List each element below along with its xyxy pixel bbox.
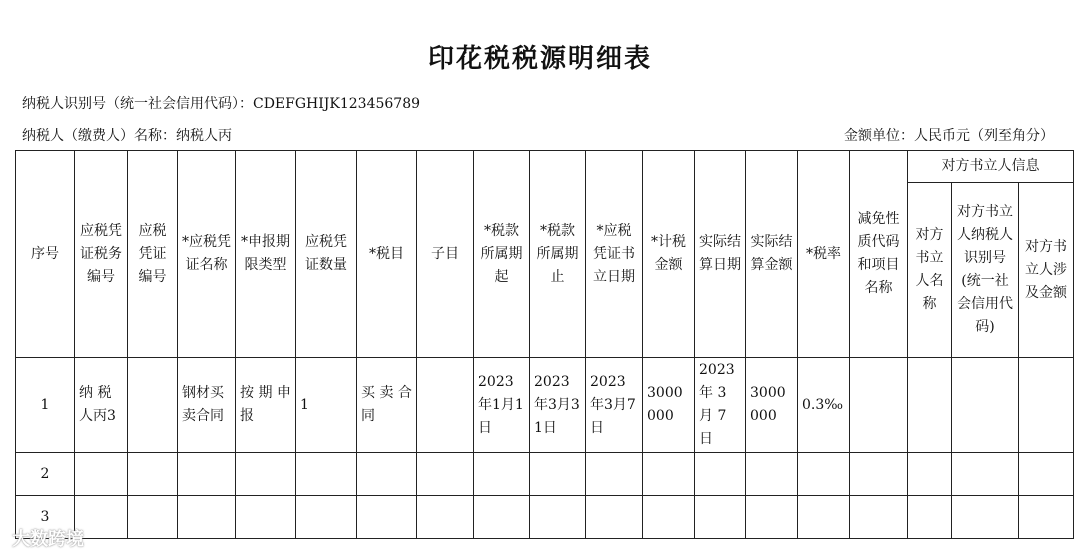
header-cp-id: 对方书立人纳税人识别号(统一社会信用代码) (952, 183, 1019, 358)
header-sub-item: 子目 (417, 151, 474, 358)
tax-source-detail-table (15, 150, 1074, 539)
cell-taxable-amount: 3000000 (643, 358, 695, 453)
amount-unit-line: 金额单位：人民币元（列至角分） (844, 128, 1054, 144)
cell-period-start: 2023年1月1日 (474, 358, 530, 453)
cell-period-end: 2023年3月31日 (530, 358, 586, 453)
header-taxable-amount: *计税金额 (643, 151, 695, 358)
taxpayer-name-line: 纳税人（缴费人）名称：纳税人丙 (22, 128, 232, 144)
header-counterparty-group: 对方书立人信息 (908, 151, 1074, 183)
cell-seq: 2 (16, 453, 75, 496)
cell-period-type: 按 期 申报 (236, 358, 296, 453)
header-voucher-no: 应税凭证编号 (128, 151, 178, 358)
table-row (16, 453, 1074, 496)
header-exemption: 减免性质代码和项目名称 (850, 151, 908, 358)
cell-sub-item (417, 358, 474, 453)
cell-seq: 3 (16, 496, 75, 539)
cell-cp-amount (1019, 358, 1074, 453)
header-tax-rate: *税率 (798, 151, 850, 358)
header-period-start: *税款所属期起 (474, 151, 530, 358)
cell-cp-id (952, 358, 1019, 453)
cell-settlement-date: 2023年 3 月 7 日 (695, 358, 746, 453)
header-voucher-count: 应税凭证数量 (296, 151, 357, 358)
header-cp-amount: 对方书立人涉及金额 (1019, 183, 1074, 358)
header-settlement-date: 实际结算日期 (695, 151, 746, 358)
header-seq: 序号 (16, 151, 75, 358)
cell-cp-name (908, 358, 952, 453)
header-period-type: *申报期限类型 (236, 151, 296, 358)
cell-exemption (850, 358, 908, 453)
table-row (16, 496, 1074, 539)
taxpayer-id-line: 纳税人识别号（统一社会信用代码）：CDEFGHIJK123456789 (22, 96, 421, 112)
cell-signing-date: 2023年3月7日 (586, 358, 643, 453)
header-tax-item: *税目 (357, 151, 417, 358)
cell-voucher-count: 1 (296, 358, 357, 453)
header-voucher-name: *应税凭证名称 (178, 151, 236, 358)
header-signing-date: *应税凭证书立日期 (586, 151, 643, 358)
header-settlement-amount: 实际结算金额 (746, 151, 798, 358)
page-title: 印花税税源明细表 (427, 44, 652, 74)
cell-settlement-amount: 3000000 (746, 358, 798, 453)
table-row (16, 358, 1074, 453)
header-period-end: *税款所属期止 (530, 151, 586, 358)
header-cp-name: 对方书立人名称 (908, 183, 952, 358)
cell-tax-item: 买 卖 合同 (357, 358, 417, 453)
cell-voucher-tax-no: 纳 税 人丙3 (75, 358, 128, 453)
cell-voucher-name: 钢材买卖合同 (178, 358, 236, 453)
header-voucher-tax-no: 应税凭证税务编号 (75, 151, 128, 358)
cell-tax-rate: 0.3‰ (798, 358, 850, 453)
cell-seq: 1 (16, 358, 75, 453)
watermark: 大数跨境 (12, 529, 84, 550)
cell-voucher-no (128, 358, 178, 453)
